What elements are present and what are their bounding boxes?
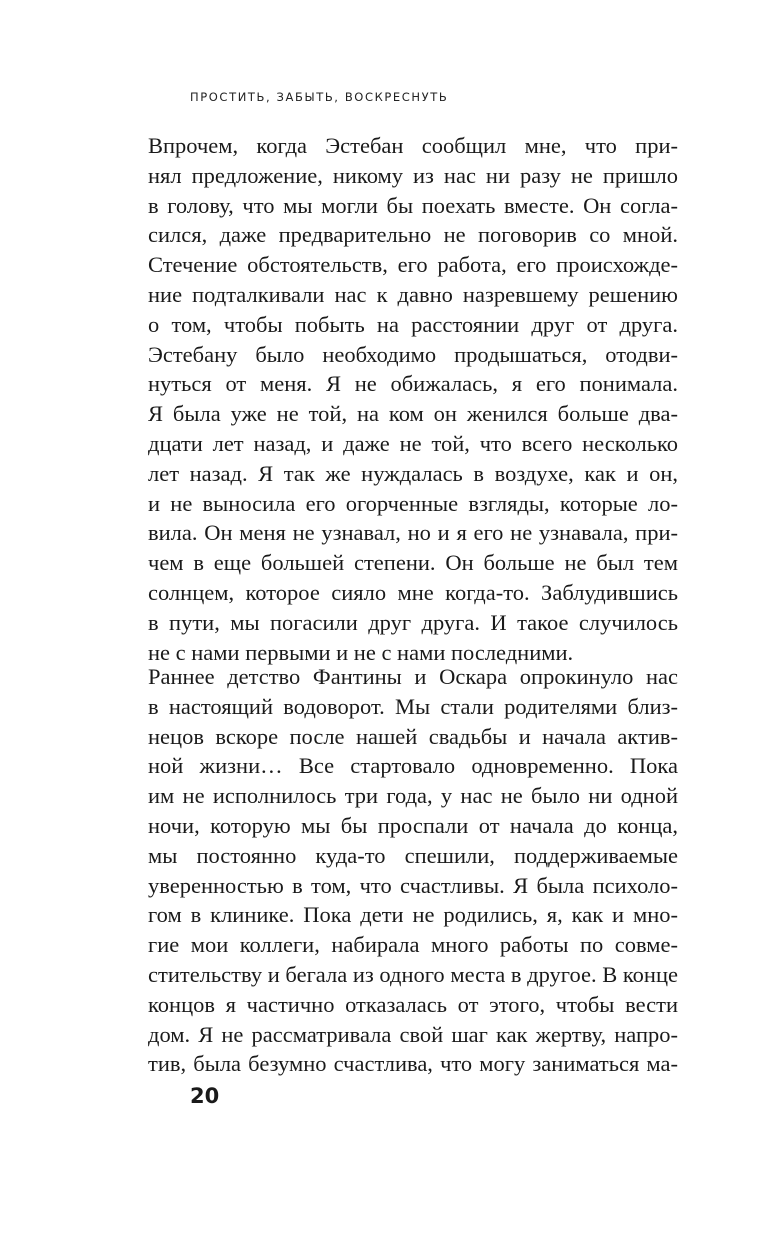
text-line: сился, даже предварительно не поговорив со мной. xyxy=(148,222,678,248)
paragraph-2 xyxy=(148,662,678,1079)
text-line: гие мои коллеги, набирала много работы по совме- xyxy=(148,932,678,958)
text-line: ние подталкивали нас к давно назревшему решению xyxy=(148,281,678,307)
text-line: нуться от меня. Я не обижалась, я его понимала. xyxy=(148,371,678,397)
text-line: уверенностью в том, что счастливы. Я была психоло- xyxy=(148,872,678,898)
text-line: стительству и бегала из одного места в другое. В конце xyxy=(148,961,678,987)
text-line: им не исполнилось три года, у нас не было ни одной xyxy=(148,783,678,809)
text-line: дом. Я не рассматривала свой шаг как жертву, напро- xyxy=(148,1021,678,1047)
text-line: лет назад. Я так же нуждалась в воздухе, как и он, xyxy=(148,460,678,486)
text-line: чем в еще большей степени. Он больше не был тем xyxy=(148,550,678,576)
text-line: тив, была безумно счастлива, что могу заниматься ма- xyxy=(148,1051,678,1077)
text-line: в пути, мы погасили друг друга. И такое случилось xyxy=(148,609,678,635)
text-line: не с нами первыми и не с нами последними. xyxy=(148,639,574,665)
text-line: мы постоянно куда-то спешили, поддерживаемые xyxy=(148,842,678,868)
text-line: дцати лет назад, и даже не той, что всего несколько xyxy=(148,430,678,456)
text-line: Стечение обстоятельств, его работа, его происхожде- xyxy=(148,252,678,278)
text-line: в настоящий водоворот. Мы стали родителями близ- xyxy=(148,693,678,719)
text-line: гом в клинике. Пока дети не родились, я, как и мно- xyxy=(148,902,678,928)
paragraph-1 xyxy=(148,131,678,667)
text-line: нецов вскоре после нашей свадьбы и начала актив- xyxy=(148,723,678,749)
text-line: о том, чтобы побыть на расстоянии друг от друга. xyxy=(148,311,678,337)
text-line: Впрочем, когда Эстебан сообщил мне, что при- xyxy=(148,133,678,158)
page-number: 20 xyxy=(190,1084,220,1108)
text-line: и не выносила его огорченные взгляды, которые ло- xyxy=(148,490,678,516)
text-line: солнцем, которое сияло мне когда-то. Заблудившись xyxy=(148,579,678,605)
text-line: нял предложение, никому из нас ни разу не пришло xyxy=(148,162,678,188)
text-line: Эстебану было необходимо продышаться, отодви- xyxy=(148,341,678,367)
text-line: в голову, что мы могли бы поехать вместе. Он согла- xyxy=(148,192,678,218)
running-head: ПРОСТИТЬ, ЗАБЫТЬ, ВОСКРЕСНУТЬ xyxy=(190,90,449,104)
text-line: Раннее детство Фантины и Оскара опрокинуло нас xyxy=(148,664,678,689)
text-line: Я была уже не той, на ком он женился больше два- xyxy=(148,401,678,427)
text-line: ночи, которую мы бы проспали от начала до конца, xyxy=(148,812,678,838)
text-line: ной жизни… Все стартовало одновременно. Пока xyxy=(148,753,678,779)
text-line: вила. Он меня не узнавал, но и я его не узнавала, при- xyxy=(148,520,678,546)
text-line: концов я частично отказалась от этого, чтобы вести xyxy=(148,991,678,1017)
